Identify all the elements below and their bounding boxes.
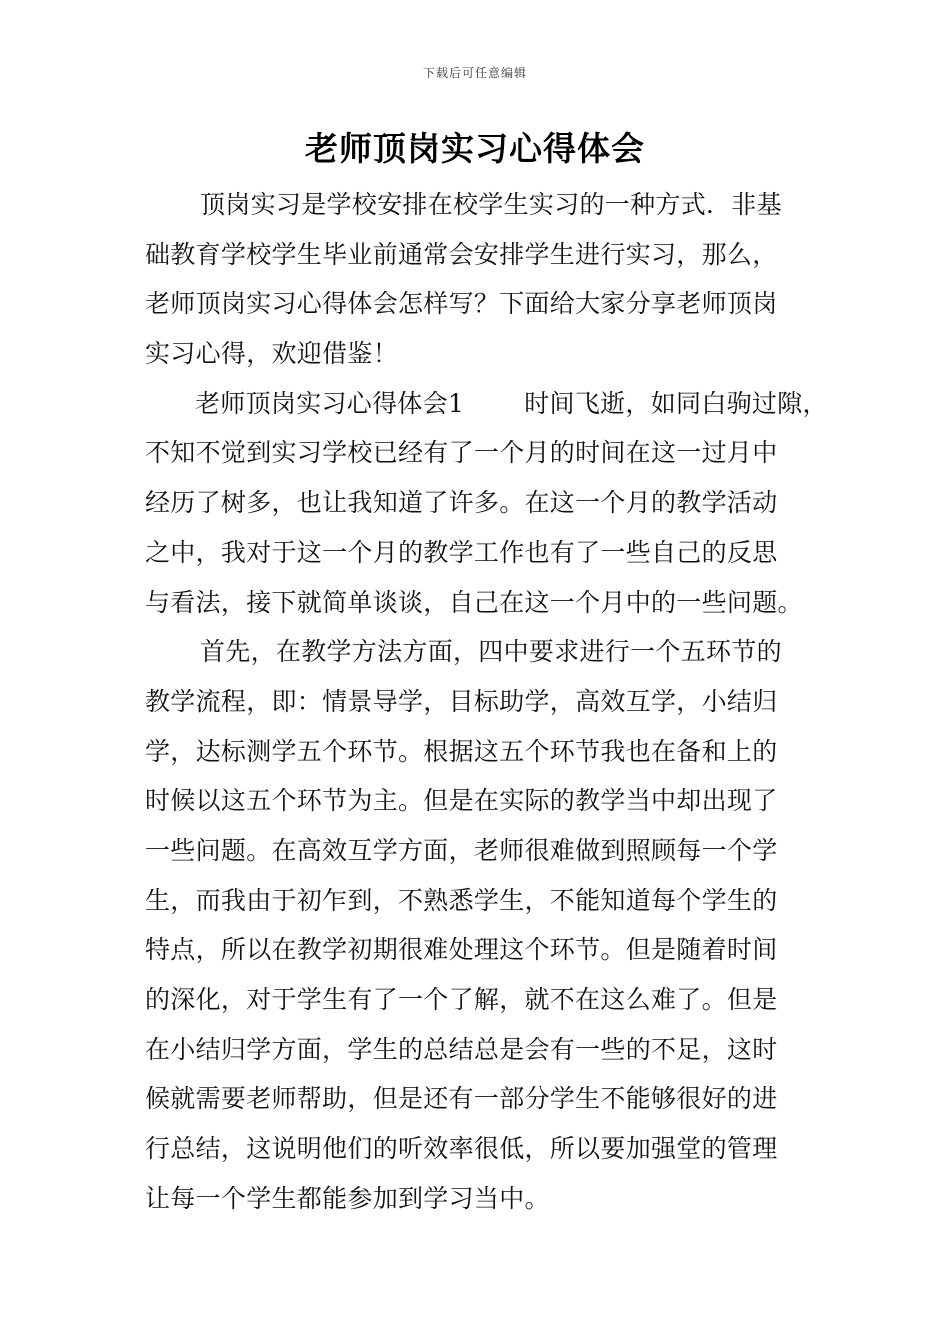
section-heading: 老师顶岗实习心得体会1 <box>195 388 465 418</box>
paragraph-line: 教学流程，即：情景导学，目标助学，高效互学，小结归 <box>145 686 778 716</box>
paragraph-line: 特点，所以在教学初期很难处理这个环节。但是随着时间 <box>145 935 778 965</box>
paragraph-line: 经历了树多，也让我知道了许多。在这一个月的教学活动 <box>145 488 778 518</box>
paragraph-line: 学，达标测学五个环节。根据这五个环节我也在备和上的 <box>145 736 778 766</box>
paragraph-line: 让每一个学生都能参加到学习当中。 <box>145 1183 550 1213</box>
paragraph-line: 础教育学校学生毕业前通常会安排学生进行实习，那么， <box>145 239 778 269</box>
paragraph-line: 之中，我对于这一个月的教学工作也有了一些自己的反思 <box>145 537 778 567</box>
paragraph-line: 不知不觉到实习学校已经有了一个月的时间在这一过月中 <box>145 438 778 468</box>
paragraph-line: 候就需要老师帮助，但是还有一部分学生不能够很好的进 <box>145 1084 778 1114</box>
paragraph-line: 的深化，对于学生有了一个了解，就不在这么难了。但是 <box>145 985 778 1014</box>
document-title: 老师顶岗实习心得体会 <box>305 129 645 168</box>
paragraph-line: 首先，在教学方法方面，四中要求进行一个五环节的 <box>200 637 782 667</box>
paragraph-line: 时候以这五个环节为主。但是在实际的教学当中却出现了 <box>145 786 778 816</box>
paragraph-line: 行总结，这说明他们的听效率很低，所以要加强堂的管理 <box>145 1134 778 1164</box>
paragraph-line: 与看法，接下就简单谈谈，自己在这一个月中的一些问题。 <box>145 587 803 617</box>
paragraph-line <box>145 379 828 429</box>
paragraph-line: 在小结归学方面，学生的总结总是会有一些的不足，这时 <box>145 1034 778 1064</box>
paragraph-line: 生，而我由于初乍到，不熟悉学生，不能知道每个学生的 <box>145 885 778 915</box>
document-body <box>145 180 828 1223</box>
paragraph-line: 实习心得，欢迎借鉴！ <box>145 339 399 369</box>
paragraph-text: 时间飞逝，如同白驹过隙， <box>524 388 828 418</box>
paragraph-line: 老师顶岗实习心得体会怎样写？下面给大家分享老师顶岗 <box>145 289 778 319</box>
header-note: 下载后可任意编辑 <box>422 66 527 80</box>
paragraph-line: 一些问题。在高效互学方面，老师很难做到照顾每一个学 <box>145 835 778 865</box>
paragraph-line: 顶岗实习是学校安排在校学生实习的一种方式．非基 <box>200 190 782 219</box>
